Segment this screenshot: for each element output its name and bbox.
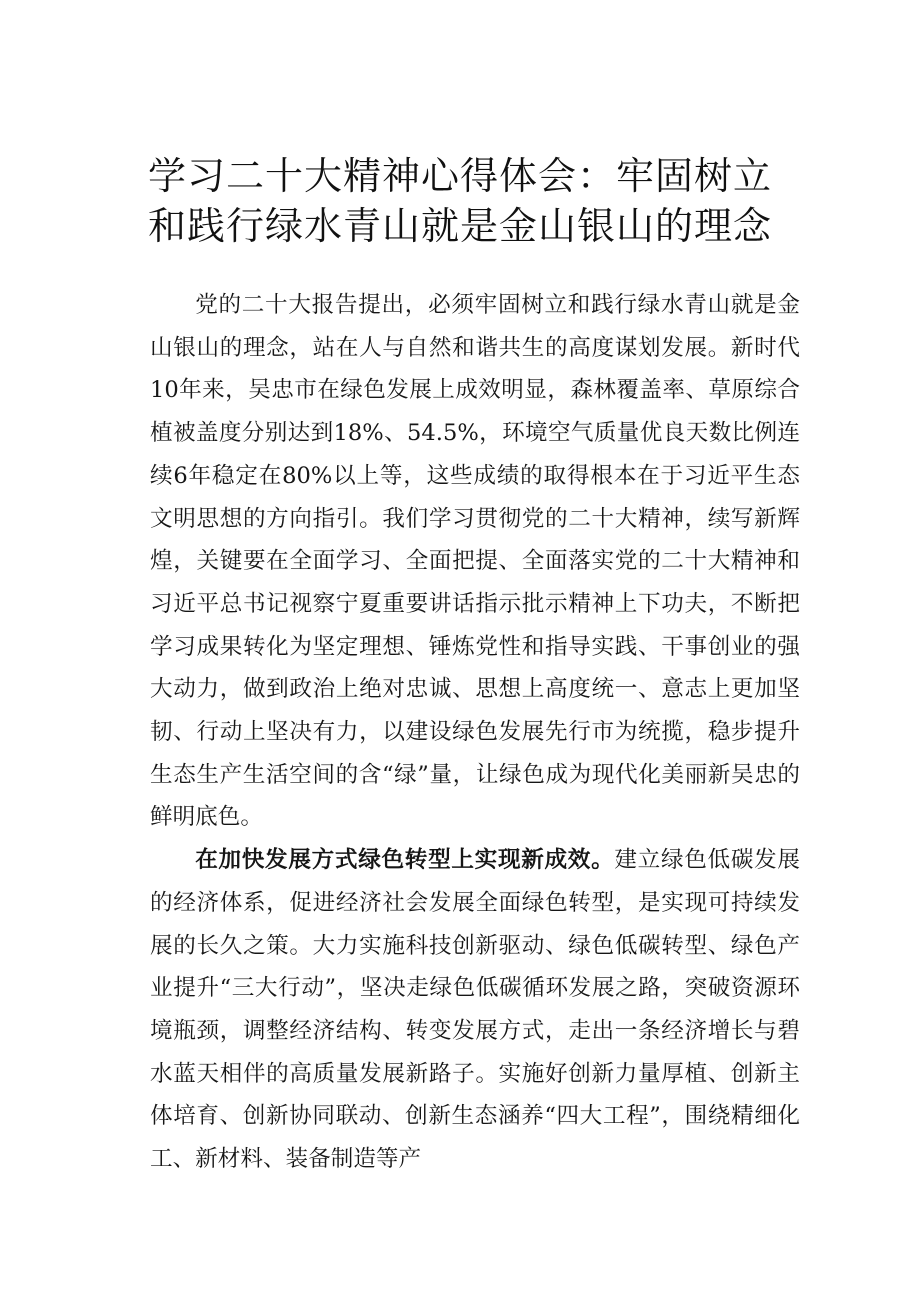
paragraph-2 (150, 839, 800, 1181)
paragraph-1: 党的二十大报告提出，必须牢固树立和践行绿水青山就是金山银山的理念，站在人与自然和谐共生的高度谋划发展。新时代10年来，吴忠市在绿色发展上成效明显，森林覆盖率、草原综合植被盖度分别达到18%、54.5%，环境空气质量优良天数比例连续6年稳定在80%以上等，这些成绩的取得根本在于习近平生态文明思想的方向指引。我们学习贯彻党的二十大精神，续写新辉煌，关键要在全面学习、全面把提、全面落实党的二十大精神和习近平总书记视察宁夏重要讲话指示批示精神上下功夫，不断把学习成果转化为坚定理想、锤炼党性和指导实践、干事创业的强大动力，做到政治上绝对忠诚、思想上高度统一、意志上更加坚韧、行动上坚决有力，以建设绿色发展先行市为统揽，稳步提升生态生产生活空间的含“绿”量，让绿色成为现代化美丽新吴忠的鲜明底色。 (150, 292, 800, 831)
document-title-line-2: 和践行绿水青山就是金山银山的理念 (147, 204, 772, 248)
paragraph-2-body: 建立绿色低碳发展的经济体系，促进经济社会发展全面绿色转型，是实现可持续发展的长久之策。大力实施科技创新驱动、绿色低碳转型、绿色产业提升“三大行动”，坚决走绿色低碳循环发展之路，突破资源环境瓶颈，调整经济结构、转变发展方式，走出一条经济增长与碧水蓝天相伴的高质量发展新路子。实施好创新力量厚植、创新主体培育、创新协同联动、创新生态涵养“四大工程”，围绕精细化工、新材料、装备制造等产 (150, 847, 801, 1173)
paragraph-2-lead: 在加快发展方式绿色转型上实现新成效。 (195, 847, 615, 874)
document-body (150, 284, 800, 1181)
document-title-line-1: 学习二十大精神心得体会：牢固树立 (147, 154, 772, 198)
